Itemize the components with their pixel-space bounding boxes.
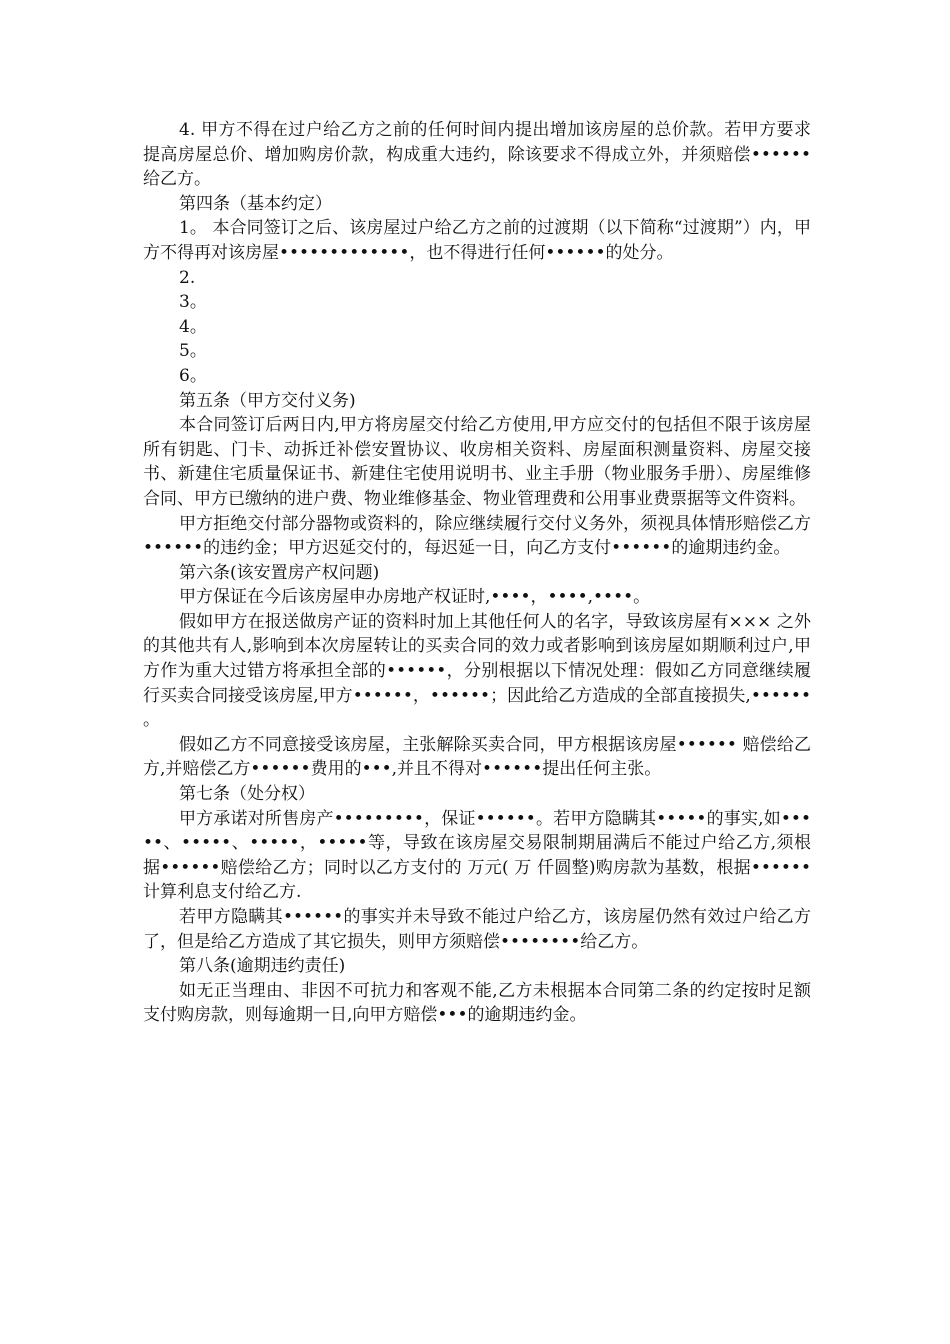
section-heading-article-4: 第四条（基本约定） <box>179 193 332 214</box>
paragraph-article-6-guarantee: 甲方保证在今后该房屋申办房地产权证时,••••，••••,••••。 <box>179 587 651 608</box>
list-item-5: 5。 <box>179 341 207 362</box>
list-item-2: 2. <box>179 267 196 288</box>
document-body <box>143 118 817 1028</box>
paragraph-article-4-item-1: 1。 本合同签订之后、该房屋过户给乙方之前的过渡期（以下简称“过渡期”）内，甲方不得再对该房屋•••••••••••••，也不得进行任何••••••的处分。 <box>143 218 811 263</box>
paragraph-article-5-delivery: 本合同签订后两日内,甲方将房屋交付给乙方使用,甲方应交付的包括但不限于该房屋所有钥匙、门卡、动拆迁补偿安置协议、收房相关资料、房屋面积测量资料、房屋交接书、新建住宅质量保证书、新建住宅使用说明书、业主手册（物业服务手册）、房屋维修合同、甲方已缴纳的进户费、物业维修基金、物业管理费和公用事业费票据等文件资料。 <box>143 415 811 509</box>
paragraph-article-6-rescission: 假如乙方不同意接受该房屋，主张解除买卖合同，甲方根据该房屋•••••• 赔偿给乙方,并赔偿乙方••••••费用的•••,并且不得对••••••提出任何主张。 <box>143 734 811 780</box>
list-item-4: 4。 <box>179 316 207 337</box>
list-item-6: 6。 <box>179 365 207 386</box>
paragraph-article-7-disposal: 甲方承诺对所售房产•••••••••，保证••••••。若甲方隐瞒其•••••的事实,如•••••、•••••、•••••，•••••等，导致在该房屋交易限制期届满后不能过户给乙方,须根据••••••赔偿给乙方；同时以乙方支付的 万元( 万 仟圆整)购房款为基数，根据••••••计算利息支付给乙方. <box>143 808 811 903</box>
section-heading-article-7: 第七条（处分权） <box>179 784 315 805</box>
section-heading-article-5: 第五条（甲方交付义务) <box>179 390 356 411</box>
paragraph-clause-3-item-4: 4. 甲方不得在过户给乙方之前的任何时间内提出增加该房屋的总价款。若甲方要求提高房屋总价、增加购房价款，构成重大违约，除该要求不得成立外，并须赔偿••••••给乙方。 <box>143 120 811 190</box>
section-heading-article-8: 第八条(逾期违约责任) <box>179 956 346 977</box>
paragraph-article-8-late-payment: 如无正当理由、非因不可抗力和客观不能,乙方未根据本合同第二条的约定按时足额支付购房款，则每逾期一日,向甲方赔偿•••的逾期违约金。 <box>143 980 811 1026</box>
list-item-3: 3。 <box>179 292 207 313</box>
section-heading-article-6: 第六条(该安置房产权问题) <box>179 562 380 583</box>
paragraph-article-6-co-owner: 假如甲方在报送做房产证的资料时加上其他任何人的名字，导致该房屋有××× 之外的其他共有人,影响到本次房屋转让的买卖合同的效力或者影响到该房屋如期顺利过户,甲方作为重大过错方将承担全部的••••••，分别根据以下情况处理：假如乙方同意继续履行买卖合同接受该房屋,甲方••••••，••••••；因此给乙方造成的全部直接损失,•••••• 。 <box>143 611 817 731</box>
paragraph-article-5-penalty: 甲方拒绝交付部分器物或资料的，除应继续履行交付义务外，须视具体情形赔偿乙方••••••的违约金；甲方迟延交付的，每迟延一日，向乙方支付••••••的逾期违约金。 <box>143 513 811 559</box>
paragraph-article-7-concealment: 若甲方隐瞒其••••••的事实并未导致不能过户给乙方，该房屋仍然有效过户给乙方了，但是给乙方造成了其它损失，则甲方须赔偿••••••••给乙方。 <box>143 907 811 952</box>
